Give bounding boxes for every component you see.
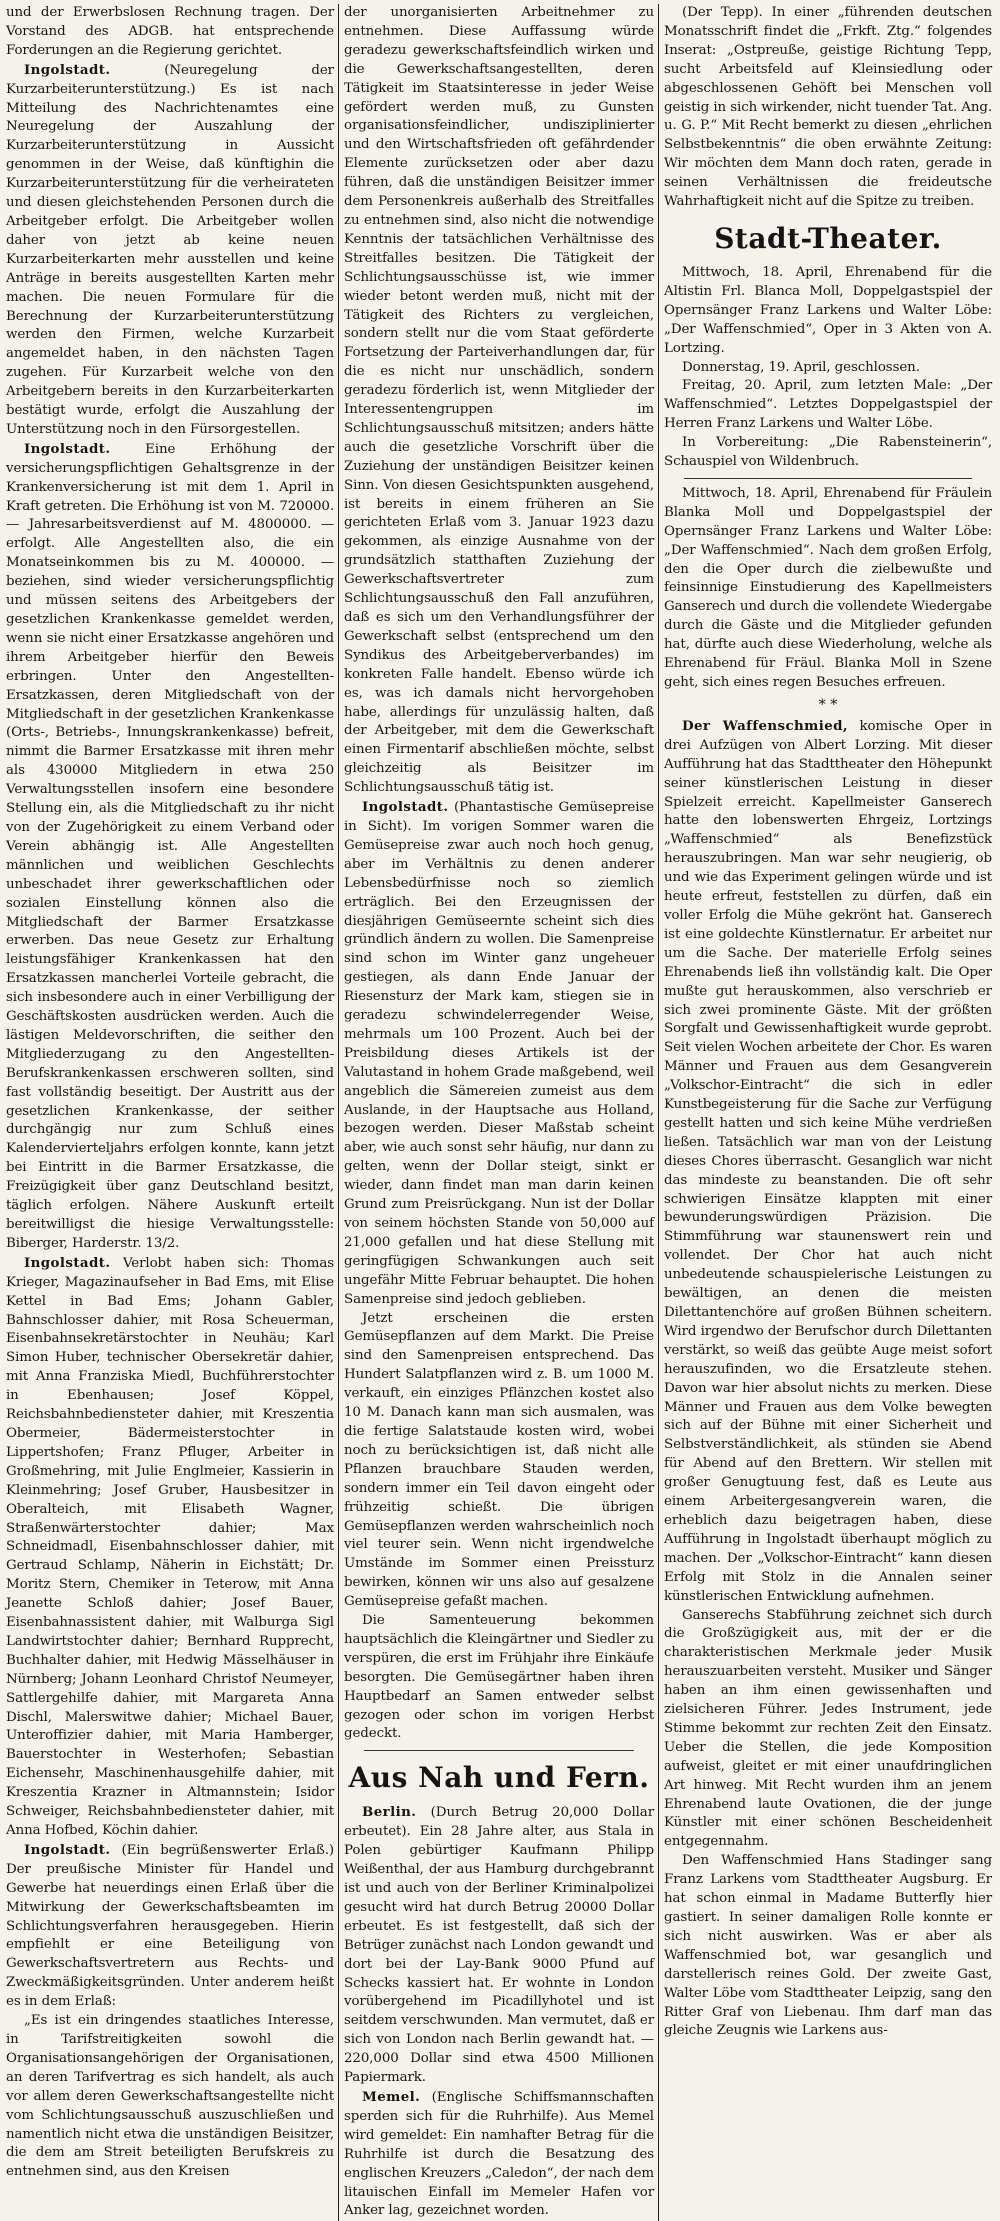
- article-text: Mittwoch, 18. April, Ehrenabend für die Altistin Frl. Blanca Moll, Doppelgastspiel der Opernsänger Franz Larkens und Walter Löbe: „Der Waffenschmied“, Oper in 3 Akten von A. Lortzing.: [664, 264, 992, 356]
- separator-stars: * *: [818, 696, 838, 713]
- theater-review: [664, 717, 992, 2041]
- article-paragraph: [664, 717, 992, 1607]
- article-paragraph: [664, 1607, 992, 1853]
- article-text: (Phantastische Gemüsepreise in Sicht). Im vorigen Sommer waren die Gemüsepreise zwar auch noch hoch genug, aber im Verhältnis zu denen anderer Lebensbedürfnisse noch so ziemlich erträglich. Bei den Erzeugnissen der diesjährigen Gemüseernte scheint sich dies gründlich ändern zu wollen. Die Samenpreise sind schon im Winter ganz ungeheuer gestiegen, als dann Ende Januar der Riesensturz der Mark kam, stiegen sie in geradezu schwindelerregender Weise, mehrmals um 100 Prozent. Auch bei der Preisbildung dieses Artikels ist der Valutastand in hohem Grade maßgebend, weil angeblich die Sämereien zumeist aus dem Auslande, in der Hauptsache aus Holland, bezogen werden. Dieser Maßstab scheint aber, wie auch sonst sehr häufig, nur dann zu gelten, wenn der Dollar steigt, sinkt er wieder, dann findet man man darin keinen Grund zum Preisrückgang. Nun ist der Dollar von seinem höchsten Stande von 50,000 auf 21,000 gefallen und hat diese Stellung mit geringfügigen Schwankungen auch seit ungefähr Mitte Februar behauptet. Die hohen Samenpreise sind jedoch geblieben.: [344, 800, 654, 1307]
- article-paragraph: [6, 4, 334, 61]
- article-text: In Vorbereitung: „Die Rabensteinerin“, Schauspiel von Wildenbruch.: [664, 435, 992, 470]
- article-dateline: Ingolstadt.: [24, 1254, 111, 1271]
- article-paragraph: [664, 377, 992, 434]
- article-paragraph: [664, 4, 992, 212]
- article-text: Donnerstag, 19. April, geschlossen.: [682, 359, 920, 375]
- article-paragraph: [664, 1852, 992, 2041]
- article-text: und der Erwerbslosen Rechnung tragen. Der Vorstand des ADGB. hat entsprechende Forderungen an die Regierung gerichtet.: [6, 5, 334, 58]
- article-paragraph: [344, 4, 654, 798]
- article-text: Jetzt erscheinen die ersten Gemüsepflanzen auf dem Markt. Die Preise sind den Samenpreisen entsprechend. Das Hundert Salatpflanzen wird z. B. um 1000 M. verkauft, ein einziges Pflänzchen kostet also 10 M. Danach kann man sich ausmalen, was die fertige Salatstaude kosten wird, wobei noch zu berücksichtigen ist, daß nicht alle Pflanzen brauchbare Stauden werden, sondern immer ein Teil davon eingeht oder frühzeitig schießt. Die übrigen Gemüsepflanzen werden wahrscheinlich noch viel teurer sein. Wenn nicht irgendwelche Umstände im Sommer einen Preissturz bewirken, können wir uns also auf gesalzene Gemüsepreise gefaßt machen.: [344, 1310, 654, 1610]
- article-paragraph: [344, 1612, 654, 1744]
- divider: [684, 478, 972, 479]
- article-dateline: Ingolstadt.: [24, 440, 111, 457]
- article-text: (Englische Schiffsmannschaften sperden sich für die Ruhrhilfe). Aus Memel wird gemeldet: Ein namhafter Betrag für die Ruhrhilfe ist durch die Besatzung des englischen Kreuzers „Caledon“, der nach dem litauischen Einfall im Memeler Hafen vor Anker lag, gezeichnet worden.: [344, 2089, 654, 2219]
- article-paragraph: [6, 1841, 334, 2012]
- article-dateline: Ingolstadt.: [362, 799, 449, 816]
- article-paragraph: [6, 61, 334, 440]
- theater-notice: [664, 485, 992, 693]
- article-paragraph: [6, 2012, 334, 2182]
- article-dateline: Berlin.: [362, 1804, 417, 1821]
- article-text: der unorganisierten Arbeitnehmer zu entnehmen. Diese Auffassung würde geradezu gewerkschaftsfeindlich wirken und die Gewerkschaftsangestellten, deren Tätigkeit im Staatsinteresse in jeder Weise gefördert werden muß, zu Gunsten organisationsfeindlicher, undisziplinierter und den Wirtschaftsfrieden oft gefährdender Elemente zurücksetzen oder aber dazu führen, daß die unständigen Beisitzer immer dem Personenkreis außerhalb des Streitfalles zu entnehmen sind, also nicht die notwendige Kenntnis der tatsächlichen Verhältnisse des Streitfalles besitzen. Die Tätigkeit der Schlichtungsausschüsse ist, wie immer wieder betont werden muß, nicht mit der Tätigkeit des Richters zu vergleichen, sondern stellt nur die vom Staat geförderte Fortsetzung der Parteiverhandlungen dar, für die es nicht nur unschädlich, sondern geradezu förderlich ist, wenn Mitglieder der Interessentengruppen im Schlichtungsausschuß mitsitzen; anders hätte auch die gesetzliche Vorschrift über die Zuziehung der unständigen Beisitzer keinen Sinn. Von diesen Gesichtspunkten ausgehend, ist bereits in einem früheren an Sie gerichteten Erlaß vom 3. Januar 1923 dazu gekommen, als einzige Ausnahme von der grundsätzlich statthaften Zuziehung der Gewerkschaftsvertreter zum Schlichtungsausschuß den Fall anzuführen, daß es sich um den Verhandlungsführer der Gewerkschaft selbst (entsprechend um den Syndikus des Arbeitgeberverbandes) im konkreten Falle handelt. Ebenso würde ich es, was ich damals nicht hervorgehoben habe, allerdings für unzulässig halten, daß der Arbeitgeber, mit dem die Gewerkschaft einen Firmentarif abschließen möchte, selbst gleichzeitig als Beisitzer im Schlichtungsausschuß tätig ist.: [344, 5, 654, 796]
- article-text: Eine Erhöhung der versicherungspflichtigen Gehaltsgrenze in der Krankenversicherung ist mit dem 1. April in Kraft getreten. Die Erhöhung ist von M. 720000. — Jahresarbeitsverdienst auf M. 4800000. — erfolgt. Alle Angestellten also, die ein Monatseinkommen bis zu M. 400000. — beziehen, sind wieder versicherungspflichtig und müssen seitens des Arbeitgebers der gesetzlichen Krankenkasse gemeldet werden, wenn sie nicht einer Ersatzkasse angehören und ihrem Arbeitgeber hierfür den Beweis erbringen. Unter den Angestellten-Ersatzkassen, deren Mitgliedschaft von der Mitgliedschaft in der gesetzlichen Krankenkasse (Orts-, Betriebs-, Innungskrankenkasse) befreit, nimmt die Barmer Ersatzkasse mit ihren mehr als 430000 Mitgliedern in etwa 250 Verwaltungsstellen insofern eine besondere Stellung ein, als die Mitgliedschaft zu ihr nicht von der Zugehörigkeit zu einem Verband oder Verein abhängig ist. Alle Angestellten männlichen und weiblichen Geschlechts unbeschadet ihrer gewerkschaftlichen oder sozialen Einstellung können also die Mitgliedschaft der Barmer Ersatzkasse erwerben. Das neue Gesetz zur Erhaltung leistungsfähiger Krankenkassen hat den Ersatzkassen mancherlei Vorteile gebracht, die sich insbesondere auch in einer Verbilligung der Geschäftskosten ausdrücken werden. Auch die lästigen Meldevorschriften, die seither den Mitgliederzugang zu den Angestellten-Berufskrankenkassen erschweren sollten, sind fast vollständig beseitigt. Der Austritt aus der gesetzlichen Krankenkasse, der seither durchgängig nur zum Schluß eines Kalendervierteljahrs erfolgen konnte, kann jetzt bei Eintritt in die Barmer Ersatzkasse, die Freizügigkeit über ganz Deutschland besitzt, täglich erfolgen. Nähere Auskunft erteilt bereitwilligst die hiesige Verwaltungsstelle: Biberger, Harderstr. 13/2.: [6, 441, 334, 1251]
- article-text: komische Oper in drei Aufzügen von Albert Lorzing. Mit dieser Aufführung hat das Stadttheater den Höhepunkt seiner künstlerischen Leistung in dieser Spielzeit erreicht. Kapellmeister Ganserech hatte den lobenswerten Ehrgeiz, Lortzings „Waffenschmied“ als Benefizstück herauszubringen. Man war sehr neugierig, ob und wie das Experiment gelingen würde und ist heute erfreut, feststellen zu dürfen, daß ein voller Erfolg die Mühe gekrönt hat. Ganserech ist eine goldechte Künstlernatur. Er arbeitet nur um die Sache. Der materielle Erfolg seines Ehrenabends ließ ihn vollständig kalt. Die Oper mußte gut herauskommen, also verschrieb er sich zwei prominente Gäste. Mit der größten Sorgfalt und Gewissenhaftigkeit wurde geprobt. Seit vielen Wochen arbeitete der Chor. Es waren Männer und Frauen aus dem Gesangverein „Volkschor-Eintracht“ die sich in edler Kunstbegeisterung für die Sache zur Verfügung gestellt hatten und sich keine Mühe verdrießen ließen. Tatsächlich war man von der Leistung dieses Chores überrascht. Gesanglich war nicht das mindeste zu beanstanden. Die oft sehr schwierigen Einsätze klappten mit einer bewunderungswürdigen Präzision. Die Stimmführung war staunenswert rein und vollendet. Der Chor hat auch nicht unbedeutende schauspielerische Leistungen zu bewältigen, an denen die meisten Dilettantenchöre auf großen Bühnen scheitern. Wird irgendwo der Berufschor durch Dilettanten verstärkt, so weiß das geübte Auge meist sofort herauszufinden, wo die Ersatzleute stehen. Davon war hier absolut nichts zu merken. Diese Männer und Frauen aus dem Volke bewegten sich auf der Bühne mit einer Sicherheit und Selbstverständlichkeit, als stünden sie Abend für Abend auf den Brettern. Wir stellen mit großer Genugtuung fest, daß es Leute aus einem Arbeitergesangverein waren, die erheblich dazu beigetragen haben, diese Aufführung in Ingolstadt überhaupt möglich zu machen. Der „Volkschor-Eintracht“ kann diesen Erfolg mit Stolz in die Annalen seiner künstlerischen Entwicklung aufnehmen.: [664, 718, 992, 1604]
- article-dateline: Memel.: [362, 2088, 421, 2105]
- article-paragraph: [344, 798, 654, 1309]
- article-text: (Der Tepp). In einer „führenden deutschen Monatsschrift findet die „Frkft. Ztg.“ folgendes Inserat: „Ostpreuße, geistige Richtung Tepp, sucht Arbeitsfeld auf Kleinsiedlung oder abgeschlossenen Gehöft bei Menschen voll geistig in sich wirkender, nicht tuender Tat. Ang. u. G. P.“ Mit Recht bemerkt zu diesen „ehrlichen Selbstbekenntnis“ die oben erwähnte Zeitung: Wir möchten dem Mann doch raten, gerade in seinen Verhältnissen die freideutsche Wahrhaftigkeit nicht auf die Spitze zu treiben.: [664, 5, 992, 210]
- column-3-top: [664, 4, 992, 212]
- article-text: Den Waffenschmied Hans Stadinger sang Franz Larkens vom Stadttheater Augsburg. Er hat schon einmal in Madame Butterfly hier gastiert. In seiner damaligen Rolle konnte er sich nicht auswirken. Was er aber als Waffenschmied bot, war gesanglich und darstellerisch reines Gold. Der zweite Gast, Walter Löbe vom Stadttheater Leipzig, sang den Ritter Graf von Liebenau. Ihm darf man das gleiche Zeugnis wie Larkens aus-: [664, 1853, 992, 2039]
- article-paragraph: [664, 359, 992, 378]
- article-text: Freitag, 20. April, zum letzten Male: „Der Waffenschmied“. Letztes Doppelgastspiel der Herren Franz Larkens und Walter Löbe.: [664, 378, 992, 432]
- article-text: Mittwoch, 18. April, Ehrenabend für Fräulein Blanka Moll und Doppelgastspiel der Opernsänger Franz Larkens und Walter Löbe: „Der Waffenschmied“. Nach dem großen Erfolg, den die Oper durch die zielbewußte und feinsinnige Einstudierung des Kapellmeisters Ganserech und durch die vollendete Wiedergabe durch die Gäste und die Mitglieder gefunden hat, dürfte auch diese Wiederholung, welche als Ehrenabend für Fräul. Blanka Moll in Szene geht, sich eines regen Besuches erfreuen.: [664, 485, 992, 690]
- column-2-articles: [344, 4, 654, 1744]
- article-paragraph: [6, 440, 334, 1254]
- column-2: [338, 4, 654, 2221]
- article-dateline: Ingolstadt.: [24, 1841, 111, 1858]
- article-paragraph: [344, 1310, 654, 1613]
- section-heading-stadt-theater: Stadt-Theater.: [714, 221, 942, 255]
- article-text: (Ein begrüßenswerter Erlaß.) Der preußische Minister für Handel und Gewerbe hat neuerdings einen Erlaß über die Mitwirkung der Gewerkschaftsbeamten im Schlichtungsverfahren herausgegeben. Hierin empfiehlt er eine Beteiligung von Gewerkschaftsvertretern aus Rechts- und Zweckmäßigkeitsgründen. Unter anderem heißt es in dem Erlaß:: [6, 1842, 334, 2010]
- article-paragraph: [664, 264, 992, 359]
- column-3: [658, 4, 992, 2221]
- theater-program: [664, 264, 992, 472]
- divider: [364, 1750, 634, 1751]
- column-1: [6, 4, 334, 2221]
- article-text: „Es ist ein dringendes staatliches Interesse, in Tarifstreitigkeiten sowohl die Organisationsangehörigen der Organisationen, an deren Tarifvertrag es sich handelt, als auch vor allem deren Gewerkschaftsangestellte nicht vom Schlichtungsausschuß auszuschließen und namentlich nicht etwa die unständigen Beisitzer, die dem am Streit beteiligten Berufskreis zu entnehmen sind, aus den Kreisen: [6, 2013, 334, 2180]
- article-paragraph: [344, 2088, 654, 2221]
- section-heading-aus-nah-und-fern: Aus Nah und Fern.: [348, 1761, 650, 1795]
- article-paragraph: [664, 434, 992, 472]
- article-text: Verlobt haben sich: Thomas Krieger, Magazinaufseher in Bad Ems, mit Elise Kettel in Bad Ems; Johann Gabler, Bahnschlosser dahier, mit Rosa Scheuerman, Eisenbahnsekretärstochter in Neuhäu; Karl Simon Huber, technischer Obersekretär dahier, mit Anna Franziska Miedl, Buchführerstochter in Ebenhausen; Josef Köppel, Reichsbahnbediensteter dahier, mit Kreszentia Obermeier, Bädermeisterstochter in Lippertshofen; Franz Pfluger, Arbeiter in Großmehring, mit Julie Englmeier, Kassierin in Kleinmehring; Josef Gruber, Hausbesitzer in Oberalteich, mit Elisabeth Wagner, Straßenwärterstochter dahier; Max Schneidmadl, Eisenbahnschlosser dahier, mit Gertraud Schlamp, Näherin in Eichstätt; Dr. Moritz Stern, Chemiker in Teterow, mit Anna Jeanette Schloß dahier; Josef Bauer, Eisenbahnassistent dahier, mit Walburga Sigl Landwirtstochter dahier; Bernhard Rupprecht, Buchhalter dahier, mit Hedwig Mässelhäuser in Nürnberg; Johann Leonhard Christof Neumeyer, Sattlergehilfe dahier, mit Margareta Anna Dischl, Malerswitwe dahier; Michael Bauer, Unteroffizier dahier, mit Maria Hamberger, Bauerstochter in Westerhofen; Sebastian Eichensehr, Maschinenhausgehilfe dahier, mit Kreszentia Krazner in Altmannstein; Isidor Schweiger, Reichsbahnbediensteter dahier, mit Anna Hofbed, Köchin dahier.: [6, 1255, 334, 1838]
- article-text: (Durch Betrug 20,000 Dollar erbeutet). Ein 28 Jahre alter, aus Stala in Polen gebürtiger Kaufmann Philipp Weißenthal, der aus Hamburg durchgebrannt ist und auch von der Berliner Kriminalpolizei gesucht wird hat durch Betrug 20000 Dollar erbeutet. Es ist festgestellt, daß sich der Betrüger zunächst nach London gewandt und dort bei der Lay-Bank 9000 Pfund auf Schecks kassiert hat. Er wohnte in London vorübergehend im Picadillyhotel und ist seitdem verschwunden. Man vermutet, daß er sich von London nach Berlin gewandt hat. — 220,000 Dollar sind etwa 4500 Millionen Papiermark.: [344, 1805, 655, 2086]
- column-2-news: [344, 1803, 654, 2221]
- article-text: Die Samenteuerung bekommen hauptsächlich die Kleingärtner und Siedler zu verspüren, die erst im Frühjahr ihre Einkäufe besorgten. Die Gemüsegärtner haben ihren Hauptbedarf an Samen entweder selbst gezogen oder schon im vorigen Herbst gedeckt.: [344, 1613, 654, 1742]
- article-dateline: Ingolstadt.: [24, 61, 111, 78]
- article-paragraph: [6, 1254, 334, 1841]
- article-paragraph: [344, 1803, 654, 2088]
- article-text: (Neuregelung der Kurzarbeiterunterstützung.) Es ist nach Mitteilung des Nachrichtenamtes eine Neuregelung der Auszahlung der Kurzarbeiterunterstützung in Aussicht genommen in der Weise, daß künftighin die Kurzarbeiterunterstützung für die verheirateten und diesen gleichstehenden Personen durch die Arbeitgeber erfolgt. Die Arbeitgeber wollen daher von jetzt ab keine neuen Kurzarbeiterkarten mehr ausstellen und keine Anträge in bereits ausgestellten Karten mehr machen. Die neuen Formulare für die Berechnung der Kurzarbeiterunterstützung werden den Firmen, welche Kurzarbeit angemeldet haben, in den nächsten Tagen zugehen. Für Kurzarbeit welche von den Arbeitgebern bereits in den Kurzarbeiterkarten bestätigt wurde, erfolgt die Auszahlung der Unterstützung noch in den Fürsorgestellen.: [6, 62, 334, 437]
- article-text: Ganserechs Stabführung zeichnet sich durch die Großzügigkeit aus, mit der er die charakteristischen Merkmale jeder Musik herauszuarbeiten versteht. Musiker und Sänger haben an ihm einen gewissenhaften und zielsicheren Führer. Jedes Instrument, jede Stimme bekommt zur rechten Zeit den Einsatz. Ueber die Stellen, die jede Komposition aufweist, gleitet er mit einer unaufdringlichen Art hinweg. Mit Recht wurden ihm an jenem Ehrenabend laute Ovationen, die der junge Künstler mit einer schönen Bescheidenheit entgegennahm.: [664, 1607, 992, 1850]
- article-dateline: Der Waffenschmied,: [682, 717, 848, 734]
- article-paragraph: [664, 485, 992, 693]
